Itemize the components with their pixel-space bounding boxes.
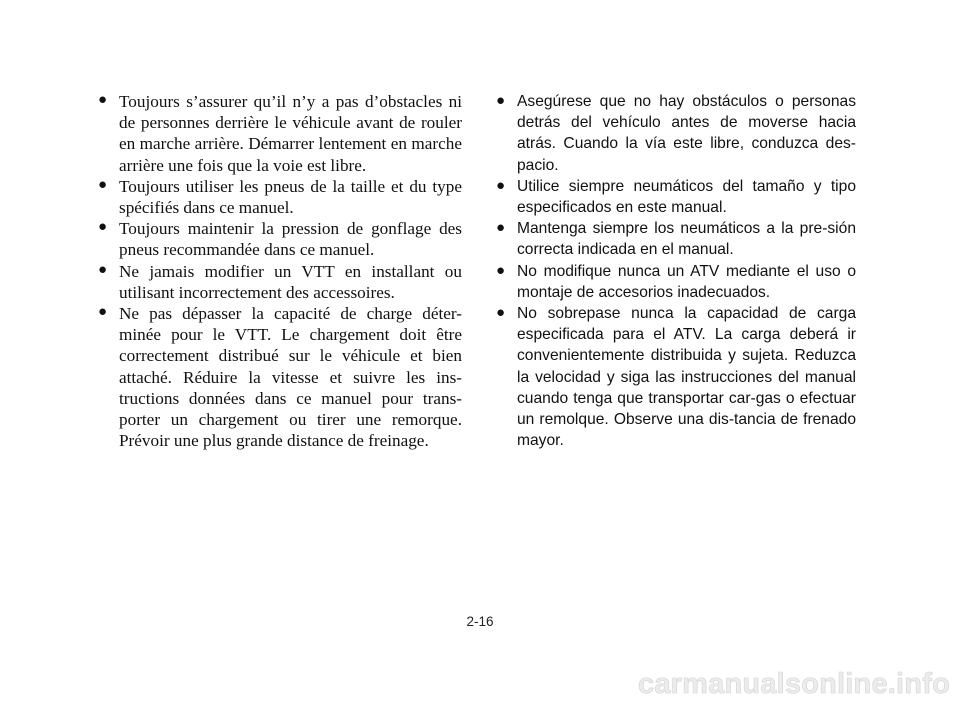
bullet-icon: ● — [98, 219, 108, 236]
spanish-column — [496, 91, 856, 451]
watermark: carmanualsonline.info — [638, 668, 950, 700]
list-item — [98, 91, 462, 176]
bullet-icon: ● — [98, 304, 108, 321]
bullet-icon: ● — [496, 176, 506, 194]
bullet-icon: ● — [496, 304, 506, 322]
list-item — [98, 218, 462, 260]
list-item-text: Utilice siempre neumáticos del tamaño y tipo especificados en este manual. — [517, 177, 856, 217]
bullet-icon: ● — [496, 219, 506, 237]
list-item-text: No sobrepase nunca la capacidad de carga especificada para el ATV. La carga deberá ir convenientemente distribuida y sujeta. Reduzca la velocidad y siga las instrucciones del manual cuando tenga que transportar car-gas o efectuar un remolque. Observe una dis-tancia de frenado mayor. — [517, 305, 856, 450]
bullet-icon: ● — [496, 92, 506, 109]
list-item-text: Toujours maintenir la pression de gonflage des pneus recommandée dans ce manuel. — [119, 219, 462, 260]
page-number: 2-16 — [466, 614, 494, 629]
list-item-text: Toujours utiliser les pneus de la taille et du type spécifiés dans ce manuel. — [119, 176, 462, 218]
list-item — [98, 261, 462, 303]
list-item — [496, 218, 856, 260]
list-item-text: Ne jamais modifier un VTT en installant ou utilisant incorrectement des accessoires. — [119, 261, 462, 302]
french-column — [98, 91, 462, 451]
list-item-text: Mantenga siempre los neumáticos a la pre-sión correcta indicada en el manual. — [517, 220, 856, 259]
list-item — [496, 176, 856, 218]
bullet-icon: ● — [98, 261, 108, 278]
list-item — [496, 261, 856, 303]
list-item — [98, 176, 462, 218]
list-item-text: Asegúrese que no hay obstáculos o personas detrás del vehículo antes de moverse hacia atrás. Cuando la vía este libre, conduzca des-pacio. — [517, 93, 856, 174]
bullet-icon: ● — [98, 92, 108, 108]
list-item-text: Toujours s’assurer qu’il n’y a pas d’obstacles ni de personnes derrière le véhicule avant de rouler en marche arrière. Démarrer lentement en marche arrière une fois que la voie est libre. — [119, 92, 462, 175]
list-item — [496, 91, 856, 176]
list-item-text: Ne pas dépasser la capacité de charge déter-minée pour le VTT. Le chargement doit être correctement distribué sur le véhicule et bien attaché. Réduire la vitesse et suivre les ins-tructions données dans ce manuel pour trans-porter un chargement ou tirer une remorque. Prévoir une plus grande distance de freinage. — [119, 304, 462, 451]
bullet-icon: ● — [496, 261, 506, 279]
bullet-icon: ● — [98, 176, 108, 193]
list-item-text: No modifique nunca un ATV mediante el uso o montaje de accesorios inadecuados. — [517, 262, 856, 301]
list-item — [98, 303, 462, 451]
list-item — [496, 303, 856, 451]
